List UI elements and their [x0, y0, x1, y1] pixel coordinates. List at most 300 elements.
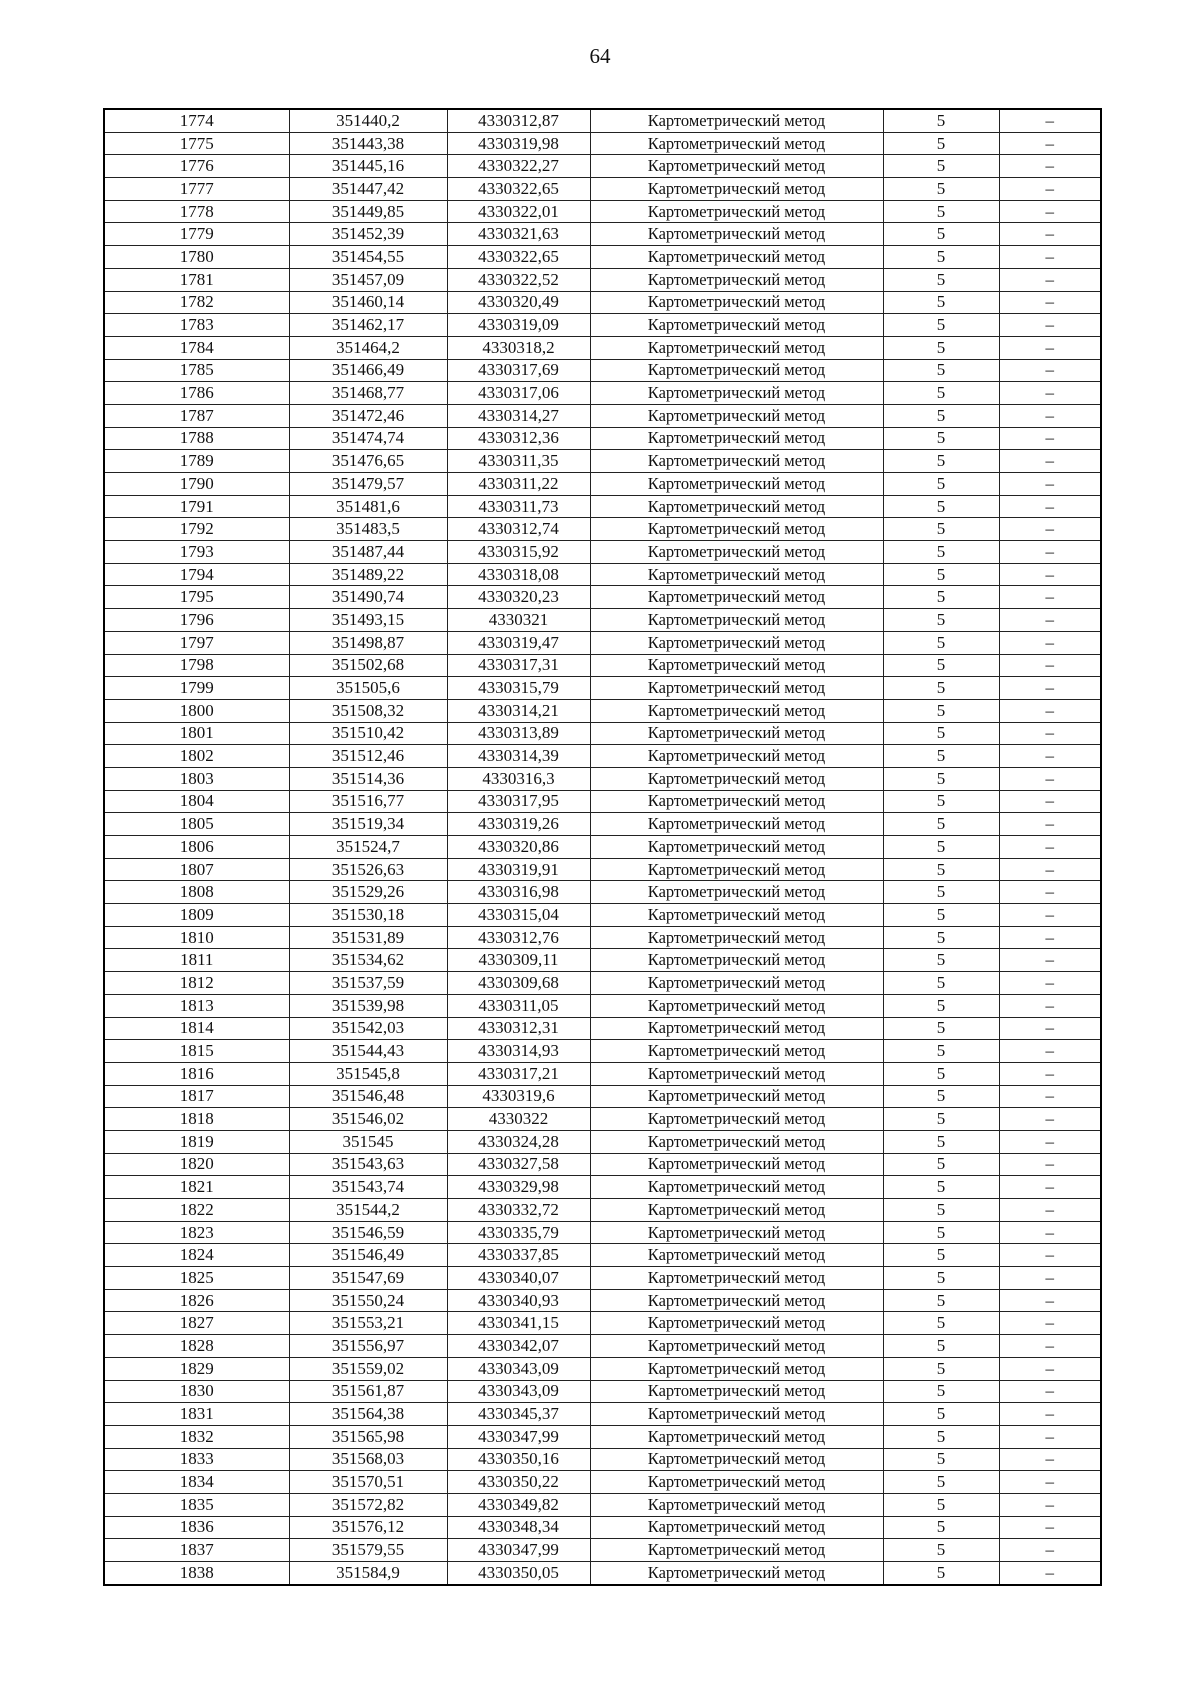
y-coordinate-cell: 4330320,23 [447, 586, 590, 609]
accuracy-cell: 5 [883, 268, 999, 291]
point-number-cell: 1837 [104, 1539, 289, 1562]
y-coordinate-cell: 4330317,21 [447, 1062, 590, 1085]
note-cell: – [999, 541, 1101, 564]
method-cell: Картометрический метод [590, 790, 883, 813]
method-cell: Картометрический метод [590, 609, 883, 632]
note-cell: – [999, 1267, 1101, 1290]
note-cell: – [999, 291, 1101, 314]
table-row [104, 1425, 1101, 1448]
table-row [104, 654, 1101, 677]
accuracy-cell: 5 [883, 1040, 999, 1063]
accuracy-cell: 5 [883, 1221, 999, 1244]
accuracy-cell: 5 [883, 1425, 999, 1448]
table-row [104, 132, 1101, 155]
y-coordinate-cell: 4330315,04 [447, 904, 590, 927]
x-coordinate-cell: 351457,09 [289, 268, 447, 291]
accuracy-cell: 5 [883, 1176, 999, 1199]
point-number-cell: 1813 [104, 994, 289, 1017]
method-cell: Картометрический метод [590, 699, 883, 722]
point-number-cell: 1818 [104, 1108, 289, 1131]
point-number-cell: 1821 [104, 1176, 289, 1199]
method-cell: Картометрический метод [590, 631, 883, 654]
y-coordinate-cell: 4330309,68 [447, 972, 590, 995]
x-coordinate-cell: 351474,74 [289, 427, 447, 450]
note-cell: – [999, 790, 1101, 813]
note-cell: – [999, 1448, 1101, 1471]
method-cell: Картометрический метод [590, 518, 883, 541]
x-coordinate-cell: 351546,49 [289, 1244, 447, 1267]
point-number-cell: 1800 [104, 699, 289, 722]
accuracy-cell: 5 [883, 541, 999, 564]
accuracy-cell: 5 [883, 1153, 999, 1176]
point-number-cell: 1804 [104, 790, 289, 813]
note-cell: – [999, 1357, 1101, 1380]
point-number-cell: 1806 [104, 836, 289, 859]
note-cell: – [999, 1562, 1101, 1585]
point-number-cell: 1785 [104, 359, 289, 382]
y-coordinate-cell: 4330350,05 [447, 1562, 590, 1585]
method-cell: Картометрический метод [590, 1471, 883, 1494]
method-cell: Картометрический метод [590, 495, 883, 518]
method-cell: Картометрический метод [590, 1425, 883, 1448]
point-number-cell: 1811 [104, 949, 289, 972]
x-coordinate-cell: 351464,2 [289, 336, 447, 359]
method-cell: Картометрический метод [590, 813, 883, 836]
accuracy-cell: 5 [883, 132, 999, 155]
method-cell: Картометрический метод [590, 767, 883, 790]
accuracy-cell: 5 [883, 427, 999, 450]
method-cell: Картометрический метод [590, 223, 883, 246]
accuracy-cell: 5 [883, 654, 999, 677]
table-row [104, 246, 1101, 269]
x-coordinate-cell: 351505,6 [289, 677, 447, 700]
x-coordinate-cell: 351476,65 [289, 450, 447, 473]
point-number-cell: 1792 [104, 518, 289, 541]
x-coordinate-cell: 351452,39 [289, 223, 447, 246]
note-cell: – [999, 904, 1101, 927]
point-number-cell: 1815 [104, 1040, 289, 1063]
x-coordinate-cell: 351490,74 [289, 586, 447, 609]
note-cell: – [999, 314, 1101, 337]
accuracy-cell: 5 [883, 631, 999, 654]
y-coordinate-cell: 4330314,21 [447, 699, 590, 722]
method-cell: Картометрический метод [590, 677, 883, 700]
accuracy-cell: 5 [883, 1516, 999, 1539]
note-cell: – [999, 1153, 1101, 1176]
x-coordinate-cell: 351544,2 [289, 1199, 447, 1222]
note-cell: – [999, 178, 1101, 201]
y-coordinate-cell: 4330320,49 [447, 291, 590, 314]
x-coordinate-cell: 351547,69 [289, 1267, 447, 1290]
table-row [104, 1176, 1101, 1199]
note-cell: – [999, 1062, 1101, 1085]
method-cell: Картометрический метод [590, 1085, 883, 1108]
note-cell: – [999, 1539, 1101, 1562]
x-coordinate-cell: 351565,98 [289, 1425, 447, 1448]
note-cell: – [999, 1130, 1101, 1153]
method-cell: Картометрический метод [590, 1448, 883, 1471]
x-coordinate-cell: 351481,6 [289, 495, 447, 518]
x-coordinate-cell: 351526,63 [289, 858, 447, 881]
point-number-cell: 1822 [104, 1199, 289, 1222]
method-cell: Картометрический метод [590, 586, 883, 609]
y-coordinate-cell: 4330348,34 [447, 1516, 590, 1539]
point-number-cell: 1809 [104, 904, 289, 927]
note-cell: – [999, 268, 1101, 291]
point-number-cell: 1783 [104, 314, 289, 337]
point-number-cell: 1817 [104, 1085, 289, 1108]
note-cell: – [999, 586, 1101, 609]
y-coordinate-cell: 4330312,74 [447, 518, 590, 541]
table-row [104, 223, 1101, 246]
method-cell: Картометрический метод [590, 1539, 883, 1562]
accuracy-cell: 5 [883, 246, 999, 269]
accuracy-cell: 5 [883, 450, 999, 473]
x-coordinate-cell: 351546,59 [289, 1221, 447, 1244]
accuracy-cell: 5 [883, 336, 999, 359]
note-cell: – [999, 631, 1101, 654]
method-cell: Картометрический метод [590, 200, 883, 223]
x-coordinate-cell: 351498,87 [289, 631, 447, 654]
note-cell: – [999, 699, 1101, 722]
method-cell: Картометрический метод [590, 268, 883, 291]
method-cell: Картометрический метод [590, 132, 883, 155]
y-coordinate-cell: 4330350,22 [447, 1471, 590, 1494]
y-coordinate-cell: 4330329,98 [447, 1176, 590, 1199]
accuracy-cell: 5 [883, 994, 999, 1017]
x-coordinate-cell: 351568,03 [289, 1448, 447, 1471]
y-coordinate-cell: 4330311,73 [447, 495, 590, 518]
x-coordinate-cell: 351545,8 [289, 1062, 447, 1085]
x-coordinate-cell: 351546,48 [289, 1085, 447, 1108]
table-row [104, 813, 1101, 836]
accuracy-cell: 5 [883, 1562, 999, 1585]
table-row [104, 994, 1101, 1017]
point-number-cell: 1820 [104, 1153, 289, 1176]
y-coordinate-cell: 4330327,58 [447, 1153, 590, 1176]
accuracy-cell: 5 [883, 745, 999, 768]
x-coordinate-cell: 351579,55 [289, 1539, 447, 1562]
table-body [104, 109, 1101, 1585]
table-row [104, 949, 1101, 972]
note-cell: – [999, 336, 1101, 359]
accuracy-cell: 5 [883, 699, 999, 722]
accuracy-cell: 5 [883, 904, 999, 927]
table-row [104, 836, 1101, 859]
method-cell: Картометрический метод [590, 858, 883, 881]
table-row [104, 1062, 1101, 1085]
note-cell: – [999, 404, 1101, 427]
note-cell: – [999, 1244, 1101, 1267]
table-row [104, 1539, 1101, 1562]
accuracy-cell: 5 [883, 1289, 999, 1312]
method-cell: Картометрический метод [590, 1176, 883, 1199]
y-coordinate-cell: 4330337,85 [447, 1244, 590, 1267]
note-cell: – [999, 813, 1101, 836]
accuracy-cell: 5 [883, 813, 999, 836]
y-coordinate-cell: 4330317,69 [447, 359, 590, 382]
note-cell: – [999, 1403, 1101, 1426]
method-cell: Картометрический метод [590, 1267, 883, 1290]
table-row [104, 1108, 1101, 1131]
point-number-cell: 1782 [104, 291, 289, 314]
method-cell: Картометрический метод [590, 1153, 883, 1176]
table-row [104, 767, 1101, 790]
x-coordinate-cell: 351443,38 [289, 132, 447, 155]
method-cell: Картометрический метод [590, 1380, 883, 1403]
note-cell: – [999, 450, 1101, 473]
note-cell: – [999, 994, 1101, 1017]
point-number-cell: 1828 [104, 1335, 289, 1358]
table-row [104, 790, 1101, 813]
point-number-cell: 1807 [104, 858, 289, 881]
point-number-cell: 1816 [104, 1062, 289, 1085]
table-row [104, 881, 1101, 904]
method-cell: Картометрический метод [590, 1493, 883, 1516]
accuracy-cell: 5 [883, 563, 999, 586]
y-coordinate-cell: 4330349,82 [447, 1493, 590, 1516]
point-number-cell: 1798 [104, 654, 289, 677]
point-number-cell: 1814 [104, 1017, 289, 1040]
accuracy-cell: 5 [883, 1017, 999, 1040]
table-row [104, 450, 1101, 473]
x-coordinate-cell: 351530,18 [289, 904, 447, 927]
table-row [104, 926, 1101, 949]
x-coordinate-cell: 351493,15 [289, 609, 447, 632]
method-cell: Картометрический метод [590, 1516, 883, 1539]
accuracy-cell: 5 [883, 1085, 999, 1108]
x-coordinate-cell: 351516,77 [289, 790, 447, 813]
x-coordinate-cell: 351544,43 [289, 1040, 447, 1063]
point-number-cell: 1801 [104, 722, 289, 745]
method-cell: Картометрический метод [590, 1289, 883, 1312]
method-cell: Картометрический метод [590, 1562, 883, 1585]
accuracy-cell: 5 [883, 109, 999, 132]
accuracy-cell: 5 [883, 926, 999, 949]
x-coordinate-cell: 351564,38 [289, 1403, 447, 1426]
accuracy-cell: 5 [883, 1493, 999, 1516]
y-coordinate-cell: 4330321 [447, 609, 590, 632]
point-number-cell: 1838 [104, 1562, 289, 1585]
point-number-cell: 1786 [104, 382, 289, 405]
note-cell: – [999, 109, 1101, 132]
table-row [104, 359, 1101, 382]
x-coordinate-cell: 351479,57 [289, 473, 447, 496]
x-coordinate-cell: 351472,46 [289, 404, 447, 427]
note-cell: – [999, 246, 1101, 269]
table-row [104, 631, 1101, 654]
x-coordinate-cell: 351542,03 [289, 1017, 447, 1040]
note-cell: – [999, 495, 1101, 518]
note-cell: – [999, 767, 1101, 790]
y-coordinate-cell: 4330322,65 [447, 178, 590, 201]
accuracy-cell: 5 [883, 359, 999, 382]
method-cell: Картометрический метод [590, 246, 883, 269]
table-row [104, 268, 1101, 291]
table-row [104, 677, 1101, 700]
y-coordinate-cell: 4330319,26 [447, 813, 590, 836]
table-row [104, 178, 1101, 201]
x-coordinate-cell: 351519,34 [289, 813, 447, 836]
y-coordinate-cell: 4330312,31 [447, 1017, 590, 1040]
table-row [104, 904, 1101, 927]
table-row [104, 1040, 1101, 1063]
y-coordinate-cell: 4330313,89 [447, 722, 590, 745]
accuracy-cell: 5 [883, 972, 999, 995]
accuracy-cell: 5 [883, 1471, 999, 1494]
x-coordinate-cell: 351546,02 [289, 1108, 447, 1131]
note-cell: – [999, 563, 1101, 586]
x-coordinate-cell: 351556,97 [289, 1335, 447, 1358]
y-coordinate-cell: 4330341,15 [447, 1312, 590, 1335]
x-coordinate-cell: 351572,82 [289, 1493, 447, 1516]
accuracy-cell: 5 [883, 178, 999, 201]
y-coordinate-cell: 4330317,06 [447, 382, 590, 405]
accuracy-cell: 5 [883, 949, 999, 972]
y-coordinate-cell: 4330314,93 [447, 1040, 590, 1063]
accuracy-cell: 5 [883, 314, 999, 337]
note-cell: – [999, 518, 1101, 541]
note-cell: – [999, 1040, 1101, 1063]
table-row [104, 972, 1101, 995]
x-coordinate-cell: 351462,17 [289, 314, 447, 337]
y-coordinate-cell: 4330345,37 [447, 1403, 590, 1426]
accuracy-cell: 5 [883, 609, 999, 632]
method-cell: Картометрический метод [590, 563, 883, 586]
y-coordinate-cell: 4330309,11 [447, 949, 590, 972]
note-cell: – [999, 836, 1101, 859]
point-number-cell: 1778 [104, 200, 289, 223]
table-row [104, 745, 1101, 768]
point-number-cell: 1797 [104, 631, 289, 654]
table-row [104, 382, 1101, 405]
accuracy-cell: 5 [883, 1312, 999, 1335]
method-cell: Картометрический метод [590, 382, 883, 405]
accuracy-cell: 5 [883, 1199, 999, 1222]
x-coordinate-cell: 351559,02 [289, 1357, 447, 1380]
method-cell: Картометрический метод [590, 972, 883, 995]
point-number-cell: 1799 [104, 677, 289, 700]
point-number-cell: 1796 [104, 609, 289, 632]
accuracy-cell: 5 [883, 404, 999, 427]
table-row [104, 1562, 1101, 1585]
x-coordinate-cell: 351460,14 [289, 291, 447, 314]
table-row [104, 1516, 1101, 1539]
table-row [104, 1380, 1101, 1403]
table-row [104, 291, 1101, 314]
method-cell: Картометрический метод [590, 1062, 883, 1085]
table-row [104, 109, 1101, 132]
table-row [104, 722, 1101, 745]
table-row [104, 1221, 1101, 1244]
method-cell: Картометрический метод [590, 109, 883, 132]
note-cell: – [999, 1289, 1101, 1312]
accuracy-cell: 5 [883, 382, 999, 405]
point-number-cell: 1787 [104, 404, 289, 427]
note-cell: – [999, 677, 1101, 700]
table-row [104, 427, 1101, 450]
note-cell: – [999, 155, 1101, 178]
accuracy-cell: 5 [883, 1539, 999, 1562]
y-coordinate-cell: 4330322,01 [447, 200, 590, 223]
method-cell: Картометрический метод [590, 336, 883, 359]
table-row [104, 586, 1101, 609]
accuracy-cell: 5 [883, 836, 999, 859]
method-cell: Картометрический метод [590, 1312, 883, 1335]
y-coordinate-cell: 4330332,72 [447, 1199, 590, 1222]
point-number-cell: 1779 [104, 223, 289, 246]
point-number-cell: 1836 [104, 1516, 289, 1539]
table-row [104, 473, 1101, 496]
note-cell: – [999, 1085, 1101, 1108]
point-number-cell: 1808 [104, 881, 289, 904]
method-cell: Картометрический метод [590, 1403, 883, 1426]
y-coordinate-cell: 4330324,28 [447, 1130, 590, 1153]
note-cell: – [999, 200, 1101, 223]
point-number-cell: 1810 [104, 926, 289, 949]
point-number-cell: 1833 [104, 1448, 289, 1471]
note-cell: – [999, 722, 1101, 745]
x-coordinate-cell: 351454,55 [289, 246, 447, 269]
method-cell: Картометрический метод [590, 1199, 883, 1222]
accuracy-cell: 5 [883, 1267, 999, 1290]
method-cell: Картометрический метод [590, 1040, 883, 1063]
table-row [104, 1335, 1101, 1358]
method-cell: Картометрический метод [590, 654, 883, 677]
method-cell: Картометрический метод [590, 473, 883, 496]
table-row [104, 314, 1101, 337]
point-number-cell: 1790 [104, 473, 289, 496]
y-coordinate-cell: 4330322,52 [447, 268, 590, 291]
point-number-cell: 1775 [104, 132, 289, 155]
method-cell: Картометрический метод [590, 1335, 883, 1358]
point-number-cell: 1774 [104, 109, 289, 132]
method-cell: Картометрический метод [590, 722, 883, 745]
point-number-cell: 1789 [104, 450, 289, 473]
x-coordinate-cell: 351514,36 [289, 767, 447, 790]
y-coordinate-cell: 4330319,91 [447, 858, 590, 881]
y-coordinate-cell: 4330315,92 [447, 541, 590, 564]
y-coordinate-cell: 4330316,98 [447, 881, 590, 904]
point-number-cell: 1834 [104, 1471, 289, 1494]
method-cell: Картометрический метод [590, 881, 883, 904]
x-coordinate-cell: 351531,89 [289, 926, 447, 949]
method-cell: Картометрический метод [590, 450, 883, 473]
y-coordinate-cell: 4330319,98 [447, 132, 590, 155]
point-number-cell: 1802 [104, 745, 289, 768]
table-row [104, 858, 1101, 881]
x-coordinate-cell: 351553,21 [289, 1312, 447, 1335]
method-cell: Картометрический метод [590, 745, 883, 768]
table-row [104, 200, 1101, 223]
x-coordinate-cell: 351468,77 [289, 382, 447, 405]
y-coordinate-cell: 4330317,95 [447, 790, 590, 813]
y-coordinate-cell: 4330317,31 [447, 654, 590, 677]
point-number-cell: 1776 [104, 155, 289, 178]
point-number-cell: 1780 [104, 246, 289, 269]
note-cell: – [999, 1176, 1101, 1199]
x-coordinate-cell: 351524,7 [289, 836, 447, 859]
table-row [104, 1017, 1101, 1040]
note-cell: – [999, 972, 1101, 995]
y-coordinate-cell: 4330347,99 [447, 1539, 590, 1562]
table-row [104, 1289, 1101, 1312]
point-number-cell: 1819 [104, 1130, 289, 1153]
y-coordinate-cell: 4330314,27 [447, 404, 590, 427]
table-row [104, 699, 1101, 722]
coordinates-table [103, 108, 1102, 1586]
table-row [104, 336, 1101, 359]
